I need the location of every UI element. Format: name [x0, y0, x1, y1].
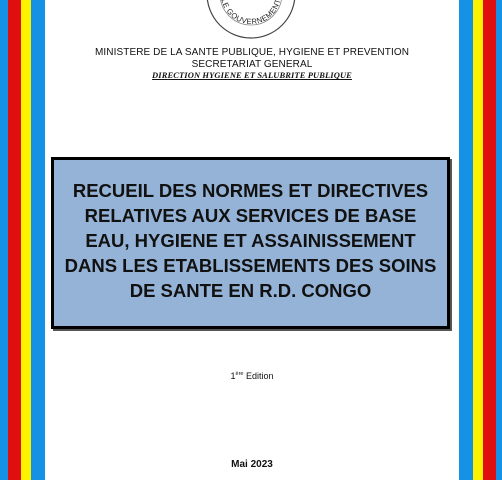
direction-name: DIRECTION HYGIENE ET SALUBRITE PUBLIQUE — [152, 70, 352, 80]
edition-label — [45, 371, 459, 381]
right-yellow-stripe — [473, 0, 483, 480]
edition-text: Edition — [243, 371, 274, 381]
government-seal-icon — [205, 0, 297, 40]
left-blue-stripe — [31, 0, 45, 480]
right-blue-outer-stripe — [496, 0, 502, 480]
secretariat-name: SECRETARIAT GENERAL — [191, 59, 313, 70]
left-red-stripe — [8, 0, 21, 480]
publication-date: Mai 2023 — [231, 459, 273, 470]
right-red-stripe — [483, 0, 496, 480]
ministry-name: MINISTERE DE LA SANTE PUBLIQUE, HYGIENE ET PREVENTION — [94, 47, 410, 58]
left-yellow-stripe — [21, 0, 31, 480]
left-blue-outer-stripe — [0, 0, 8, 480]
title-box — [51, 157, 450, 329]
seal-text: LE GOUVERNEMENT — [219, 0, 283, 27]
edition-superscript: ère — [235, 371, 244, 377]
document-title: RECUEIL DES NORMES ET DIRECTIVES RELATIVES AUX SERVICES DE BASE EAU, HYGIENE ET ASSAINISSEMENT DANS LES ETABLISSEMENTS DES SOINS DE SANTE EN R.D. CONGO — [64, 179, 437, 301]
right-blue-stripe — [459, 0, 473, 480]
edition-number: 1 — [230, 371, 236, 381]
